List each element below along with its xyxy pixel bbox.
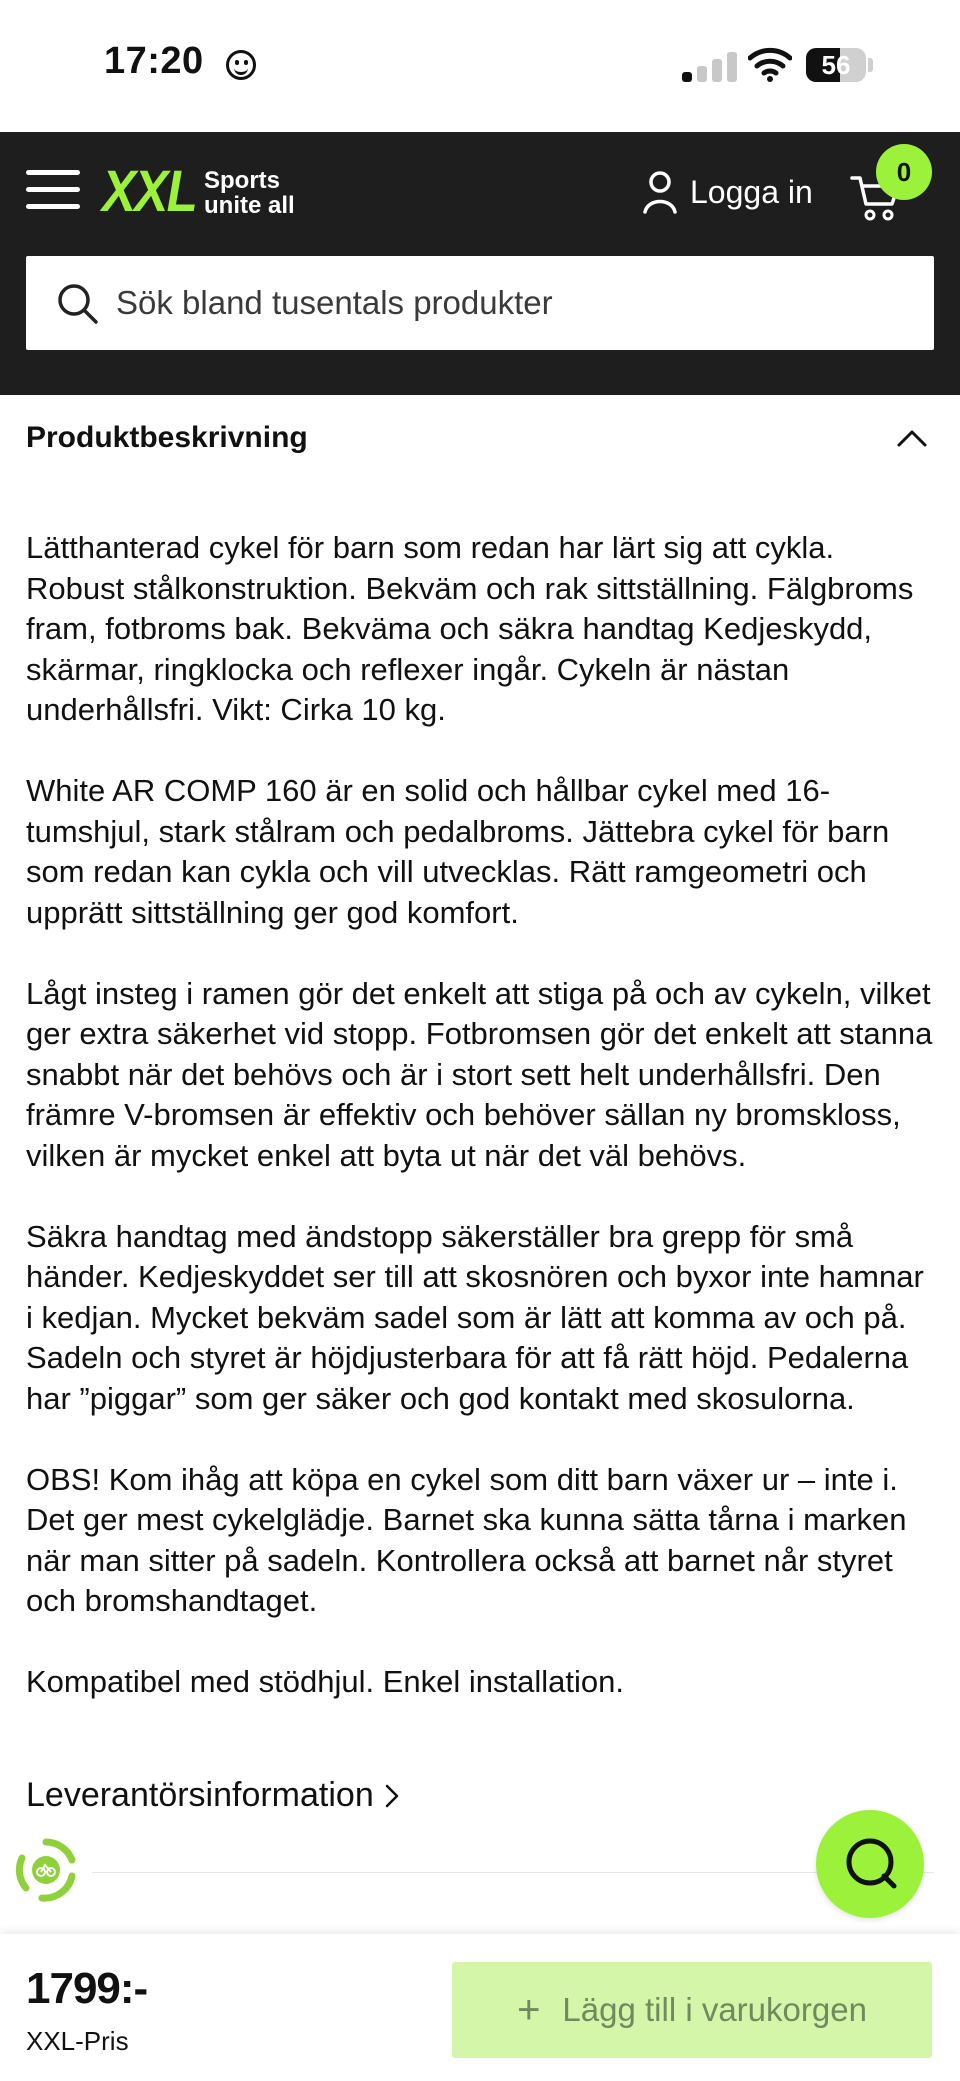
description-paragraph: Kompatibel med stödhjul. Enkel installation. xyxy=(26,1664,624,1699)
battery-icon xyxy=(806,48,866,82)
description-paragraph: Lågt insteg i ramen gör det enkelt att stiga på och av cykeln, vilket ger extra säkerhet vid stopp. Fotbromsen gör det enkelt att stanna snabbt när det behövs och är i stort sett helt underhållsfri. Den främre V-bromsen är effektiv och behöver sällan ny bromskloss, vilken är mycket enkel att byta ut när det väl behövs. xyxy=(26,975,933,1173)
chat-icon xyxy=(840,1834,900,1894)
login-label: Logga in xyxy=(690,173,813,210)
tagline-line-2: unite all xyxy=(204,192,295,219)
logo-tagline xyxy=(204,168,295,218)
description-paragraph: Lätthanterad cykel för barn som redan har lärt sig att cykla. Robust stålkonstruktion. Bekväm och rak sittställning. Fälgbroms fram, fotbroms bak. Bekväma och säkra handtag Kedjeskydd, skärmar, ringklocka och reflexer ingår. Cykeln är nästan underhållsfri. Vikt: Cirka 10 kg. xyxy=(26,530,914,727)
chevron-up-icon[interactable] xyxy=(896,428,928,448)
search-input[interactable] xyxy=(116,256,896,350)
search-icon xyxy=(56,282,100,326)
add-to-cart-button[interactable] xyxy=(452,1962,932,2058)
price: 1799:- xyxy=(26,1964,148,2013)
chat-button[interactable] xyxy=(816,1810,924,1918)
section-title: Produktbeskrivning xyxy=(26,421,308,454)
cart-count-badge[interactable]: 0 xyxy=(876,144,932,200)
bottom-purchase-bar xyxy=(0,1934,960,2081)
description-paragraph: White AR COMP 160 är en solid och hållbar cykel med 16-tumshjul, stark stålram och pedalbroms. Jättebra cykel för barn som redan kan cykla och vill utvecklas. Rätt ramgeometri och upprätt sittställning ger god komfort. xyxy=(26,773,890,930)
battery-level: 56 xyxy=(821,50,851,80)
chevron-right-icon xyxy=(384,1782,400,1810)
description-body xyxy=(26,528,936,1703)
tagline-line-1: Sports xyxy=(204,167,281,194)
search-bar[interactable] xyxy=(26,256,934,350)
description-accordion-header[interactable] xyxy=(26,395,934,481)
site-header xyxy=(0,132,960,395)
cellular-signal-icon xyxy=(682,52,742,82)
battery-cap xyxy=(868,58,873,72)
logo[interactable]: XXL xyxy=(102,159,196,224)
status-time: 17:20 xyxy=(104,40,204,82)
add-to-cart-label: Lägg till i varukorgen xyxy=(562,1991,867,2028)
plus-icon: + xyxy=(517,1988,541,2032)
recycle-bike-icon[interactable] xyxy=(12,1836,80,1904)
description-paragraph: OBS! Kom ihåg att köpa en cykel som ditt barn växer ur – inte i. Det ger mest cykelglädje. Barnet ska kunna sätta tårna i marken när man sitter på sadeln. Kontrollera också att barnet når styret och bromshandtaget. xyxy=(26,1461,907,1618)
supplier-info-link[interactable] xyxy=(26,1776,400,1815)
divider xyxy=(92,1872,934,1873)
status-bar xyxy=(0,0,960,132)
description-paragraph: Säkra handtag med ändstopp säkerställer bra grepp för små händer. Kedjeskyddet ser till att skosnören och byxor inte hamnar i kedjan. Mycket bekväm sadel som är lätt att komma av och på. Sadeln och styret är höjdjusterbara för att få rätt höjd. Pedalerna har ”piggar” som ger säker och god kontakt med skosulorna. xyxy=(26,1218,924,1416)
login-button[interactable] xyxy=(642,166,813,218)
user-icon xyxy=(642,170,678,214)
price-label: XXL-Pris xyxy=(26,2026,129,2056)
smiley-icon xyxy=(226,50,256,80)
menu-icon[interactable] xyxy=(26,170,80,210)
supplier-link-label: Leverantörsinformation xyxy=(26,1776,374,1814)
wifi-icon xyxy=(748,46,792,82)
